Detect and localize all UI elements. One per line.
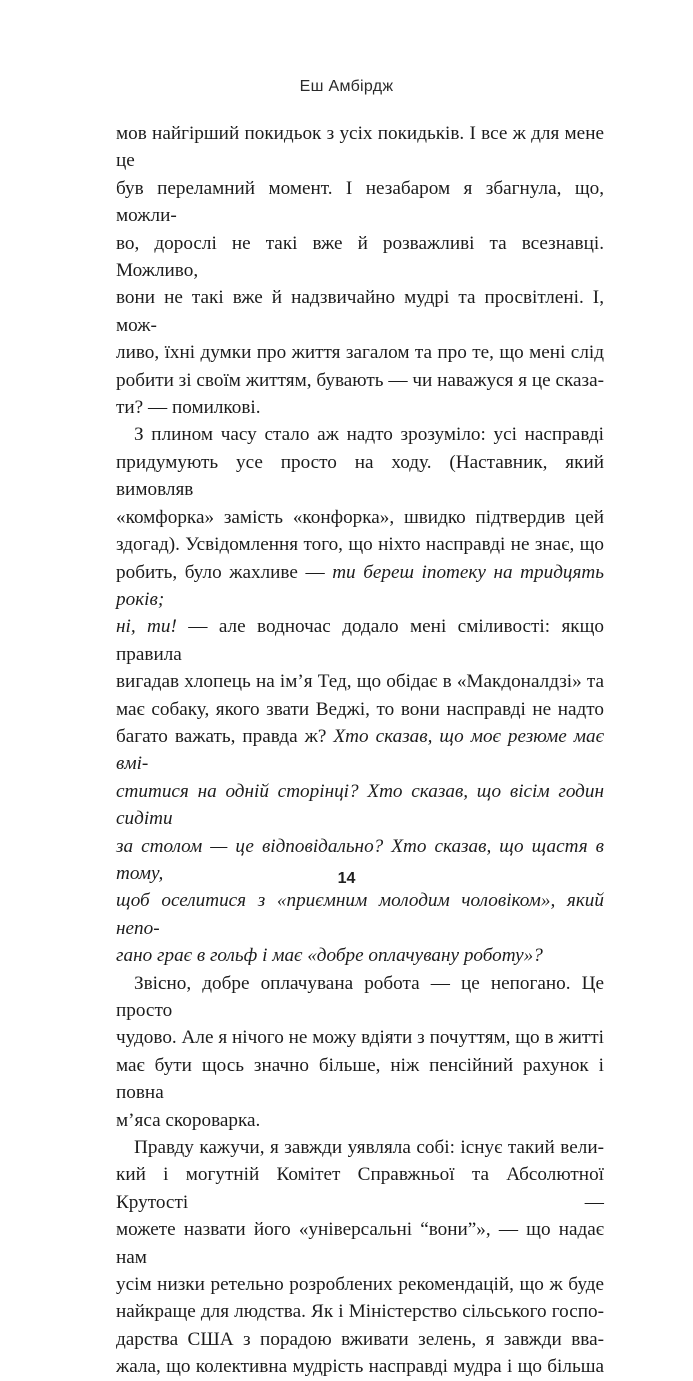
text-segment: робить, було жахливе — — [116, 561, 333, 583]
text-line: був переламний момент. І незабаром я збагнула, що, можли- — [116, 177, 604, 227]
text-line: мов найгірший покидьок з усіх покидьків. І все ж для мене це — [116, 123, 604, 172]
text-line: З плином часу стало аж надто зрозуміло: усі насправді — [134, 424, 604, 446]
italic-segment: ти береш іпотеку на тридцять років; — [116, 561, 604, 610]
text-line: робити зі своїм життям, бувають — чи наважуся я це сказа- — [116, 369, 604, 391]
text-line: має собаку, якого звати Веджі, то вони насправді не надто — [116, 698, 604, 720]
text-line: жала, що колективна мудрість насправді мудра і що більша — [116, 1356, 604, 1378]
text-line: м’яса скороварка. — [116, 1109, 261, 1131]
text-line: чудово. Але я нічого не можу вдіяти з почуттям, що в житті — [116, 1027, 604, 1049]
text-line: ти? — помилкові. — [116, 397, 261, 419]
text-line — [116, 723, 604, 778]
text-line: во, дорослі не такі вже й розважливі та всезнавці. Можливо, — [116, 232, 604, 282]
text-line — [116, 613, 604, 668]
text-line: придумують усе просто на ходу. (Наставник, який вимовляв — [116, 451, 604, 501]
text-line: має бути щось значно більше, ніж пенсійний рахунок і повна — [116, 1054, 604, 1104]
italic-segment: ні, ти! — [116, 616, 177, 638]
text-line: вигадав хлопець на ім’я Тед, що обідає в «Макдоналдзі» та — [116, 671, 604, 693]
italic-segment: ститися на одній сторінці? Хто сказав, що вісім годин сидіти — [116, 780, 604, 830]
italic-segment: Хто сказав, що моє резюме має вмі- — [116, 725, 604, 775]
text-line: дарства США з порадою вживати зелень, я завжди вва- — [116, 1328, 604, 1350]
italic-segment: за столом — це відповідально? Хто сказав, що щастя в тому, — [116, 835, 604, 884]
running-head-author: Еш Амбірдж — [299, 78, 394, 95]
italic-segment: щоб оселитися з «приємним молодим чоловіком», який непо- — [116, 890, 604, 939]
text-line — [116, 559, 604, 614]
body-text — [116, 120, 604, 1381]
text-line: усім низки ретельно розроблених рекомендацій, що ж буде — [116, 1274, 604, 1296]
paragraph-4 — [116, 1134, 604, 1381]
text-segment: — але водночас додало мені сміливості: якщо правила — [116, 616, 604, 665]
text-line: найкраще для людства. Як і Міністерство сільського госпо- — [116, 1301, 604, 1323]
text-line: можете назвати його «універсальні “вони”», — що надає нам — [116, 1219, 604, 1268]
page-number: 14 — [337, 870, 356, 887]
text-line — [116, 942, 604, 969]
text-line: вони не такі вже й надзвичайно мудрі та просвітлені. І, мож- — [116, 287, 604, 336]
text-line: ливо, їхні думки про життя загалом та про те, що мені слід — [116, 342, 604, 364]
text-line: Правду кажучи, я завжди уявляла собі: існує такий вели- — [134, 1137, 604, 1159]
text-line: кий і могутній Комітет Справжньої та Абсолютної Крутості — — [116, 1164, 604, 1213]
paragraph-1 — [116, 120, 604, 421]
text-line: «комфорка» замість «конфорка», швидко підтвердив цей — [116, 506, 604, 528]
text-line — [116, 887, 604, 942]
text-line: здогад). Усвідомлення того, що ніхто насправді не знає, що — [116, 534, 604, 556]
italic-segment: гано грає в гольф і має «добре оплачувану роботу»? — [116, 945, 543, 967]
paragraph-3 — [116, 970, 604, 1134]
text-segment: багато важать, правда ж? — [116, 725, 334, 747]
text-line — [116, 778, 604, 833]
text-line: Звісно, добре оплачувана робота — це непогано. Це просто — [116, 972, 604, 1021]
